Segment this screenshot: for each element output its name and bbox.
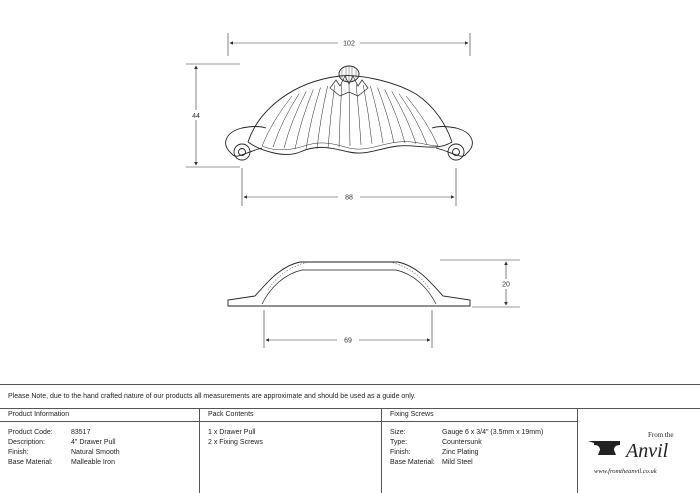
top-width-dimension xyxy=(228,33,470,56)
description-value: 4" Drawer Pull xyxy=(71,439,116,446)
finish-row xyxy=(8,448,199,458)
finish-value: Natural Smooth xyxy=(71,449,120,456)
product-information-heading: Product Information xyxy=(0,409,199,422)
description-row xyxy=(8,438,199,448)
height-dimension xyxy=(186,64,240,167)
spec-table xyxy=(0,408,700,493)
side-depth-dimension xyxy=(440,260,520,307)
top-width-label: 102 xyxy=(343,40,355,48)
finish-label: Finish: xyxy=(8,449,29,456)
screw-size-row xyxy=(390,428,577,438)
screw-type-value: Countersunk xyxy=(442,439,482,446)
side-width-label: 69 xyxy=(344,337,352,345)
screw-material-value: Mild Steel xyxy=(442,459,473,466)
product-code-row xyxy=(8,428,199,438)
side-width-dimension xyxy=(264,310,432,348)
screw-material-row xyxy=(390,458,577,468)
logo-from-the: From the xyxy=(648,431,674,439)
product-code-value: 83517 xyxy=(71,429,91,436)
anvil-icon xyxy=(588,441,620,455)
logo-url: www.fromtheanvil.co.uk xyxy=(594,468,657,475)
screw-type-row xyxy=(390,438,577,448)
logo-brand: Anvil xyxy=(626,440,669,462)
screw-type-label: Type: xyxy=(390,439,408,446)
pack-item-text: 2 x Fixing Screws xyxy=(208,439,263,446)
screw-size-value: Gauge 6 x 3/4" (3.5mm x 19mm) xyxy=(442,429,544,436)
inner-width-dimension xyxy=(242,168,456,206)
height-label: 44 xyxy=(192,113,200,120)
product-code-label: Product Code: xyxy=(8,429,53,436)
description-label: Description: xyxy=(8,439,45,446)
screw-finish-row xyxy=(390,448,577,458)
base-material-value: Malleable Iron xyxy=(71,459,115,466)
screw-finish-value: Zinc Plating xyxy=(442,449,479,456)
pack-contents-heading: Pack Contents xyxy=(200,409,381,422)
screw-finish-label: Finish: xyxy=(390,449,411,456)
disclaimer-note: Please Note, due to the hand crafted nature of our products all measurements are approximate and should be used as a guide only. xyxy=(0,384,700,408)
pack-item-text: 1 x Drawer Pull xyxy=(208,429,256,436)
drawer-pull-side-view xyxy=(228,262,470,306)
screw-size-label: Size: xyxy=(390,429,406,436)
base-material-label: Base Material: xyxy=(8,459,53,466)
screw-material-label: Base Material: xyxy=(390,459,435,466)
inner-width-label: 88 xyxy=(345,194,353,202)
pack-item xyxy=(208,438,381,448)
base-material-row xyxy=(8,458,199,468)
drawer-pull-front-view xyxy=(226,66,473,160)
fixing-screws-heading: Fixing Screws xyxy=(382,409,577,422)
product-information-section xyxy=(0,409,200,493)
from-the-anvil-logo xyxy=(586,423,690,483)
pack-item xyxy=(208,428,381,438)
fixing-screws-section xyxy=(382,409,578,493)
side-depth-label: 20 xyxy=(502,281,510,289)
pack-contents-section xyxy=(200,409,382,493)
